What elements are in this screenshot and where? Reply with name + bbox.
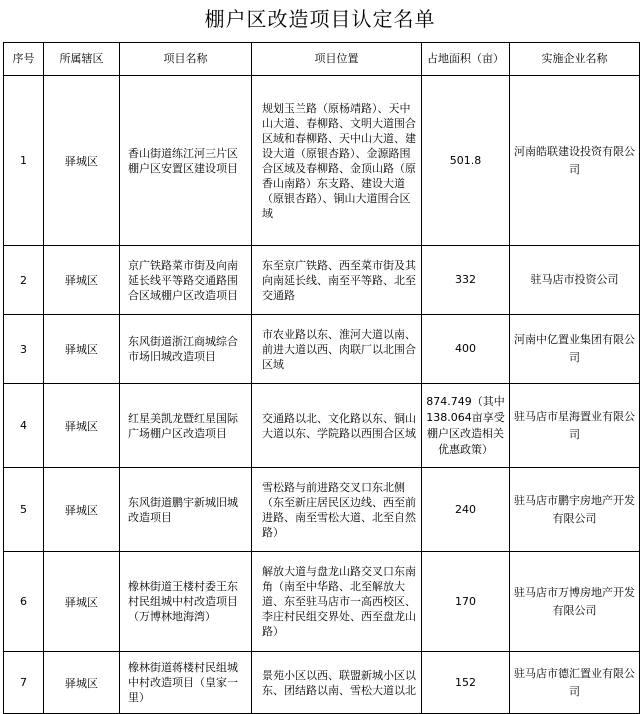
cell-company: 河南中亿置业集团有限公司 bbox=[510, 315, 640, 384]
document-title: 棚户区改造项目认定名单 bbox=[204, 7, 436, 31]
cell-no: 4 bbox=[4, 384, 44, 468]
cell-district: 驿城区 bbox=[44, 384, 120, 468]
cell-location: 雪松路与前进路交叉口东北侧（东至新庄居民区边线、西至前进路、南至雪松大道、北至自然路） bbox=[252, 468, 422, 552]
table-row bbox=[4, 246, 640, 315]
cell-name: 橡林街道蒋楼村民组城中村改造项目（皇家一里） bbox=[120, 652, 252, 714]
cell-name: 东风街道鹏宇新城旧城改造项目 bbox=[120, 468, 252, 552]
header-name: 项目名称 bbox=[120, 43, 252, 76]
cell-company: 驻马店市星海置业有限公司 bbox=[510, 384, 640, 468]
cell-no: 5 bbox=[4, 468, 44, 552]
header-district: 所属辖区 bbox=[44, 43, 120, 76]
cell-name: 红星美凯龙暨红星国际广场棚户区改造项目 bbox=[120, 384, 252, 468]
cell-name: 橡林街道王楼村委王东村民组城中村改造项目（万博林地海湾） bbox=[120, 552, 252, 652]
cell-location: 市农业路以东、淮河大道以南、前进大道以西、肉联厂以北围合区域 bbox=[252, 315, 422, 384]
table-row bbox=[4, 384, 640, 468]
cell-company: 河南皓联建设投资有限公司 bbox=[510, 76, 640, 246]
cell-area: 332 bbox=[422, 246, 510, 315]
project-table bbox=[3, 42, 640, 714]
header-location: 项目位置 bbox=[252, 43, 422, 76]
cell-name: 京广铁路菜市街及向南延长线平等路交通路围合区域棚户区改造项目 bbox=[120, 246, 252, 315]
cell-district: 驿城区 bbox=[44, 552, 120, 652]
table-row bbox=[4, 315, 640, 384]
cell-district: 驿城区 bbox=[44, 652, 120, 714]
cell-area: 170 bbox=[422, 552, 510, 652]
header-no: 序号 bbox=[4, 43, 44, 76]
cell-area: 874.749（其中138.064亩享受棚户区改造相关优惠政策） bbox=[422, 384, 510, 468]
cell-district: 驿城区 bbox=[44, 246, 120, 315]
cell-district: 驿城区 bbox=[44, 315, 120, 384]
table-header-row bbox=[4, 43, 640, 76]
cell-no: 3 bbox=[4, 315, 44, 384]
cell-no: 7 bbox=[4, 652, 44, 714]
cell-company: 驻马店市万博房地产开发有限公司 bbox=[510, 552, 640, 652]
cell-district: 驿城区 bbox=[44, 76, 120, 246]
cell-location: 东至京广铁路、西至菜市街及其向南延长线、南至平等路、北至交通路 bbox=[252, 246, 422, 315]
cell-district: 驿城区 bbox=[44, 468, 120, 552]
cell-name: 香山街道练江河三片区棚户区安置区建设项目 bbox=[120, 76, 252, 246]
cell-area: 501.8 bbox=[422, 76, 510, 246]
cell-area: 152 bbox=[422, 652, 510, 714]
cell-location: 景苑小区以西、联盟新城小区以东、团结路以南、雪松大道以北 bbox=[252, 652, 422, 714]
cell-company: 驻马店市鹏宇房地产开发有限公司 bbox=[510, 468, 640, 552]
table-row bbox=[4, 76, 640, 246]
table-row bbox=[4, 652, 640, 714]
cell-location: 解放大道与盘龙山路交叉口东南角（南至中华路、北至解放大道、东至驻马店市一高西校区、李庄村民组交界处、西至盘龙山路） bbox=[252, 552, 422, 652]
cell-area: 400 bbox=[422, 315, 510, 384]
cell-area: 240 bbox=[422, 468, 510, 552]
cell-company: 驻马店市投资公司 bbox=[510, 246, 640, 315]
table-row bbox=[4, 468, 640, 552]
header-area: 占地面积（亩） bbox=[422, 43, 510, 76]
cell-no: 1 bbox=[4, 76, 44, 246]
cell-no: 2 bbox=[4, 246, 44, 315]
header-company: 实施企业名称 bbox=[510, 43, 640, 76]
cell-name: 东风街道浙江商城综合市场旧城改造项目 bbox=[120, 315, 252, 384]
cell-company: 驻马店市德汇置业有限公司 bbox=[510, 652, 640, 714]
cell-no: 6 bbox=[4, 552, 44, 652]
cell-location: 规划玉兰路（原杨靖路）、天中山大道、春柳路、文明大道围合区域和春柳路、天中山大道、建设大道（原银杏路）、金源路围合区域及春柳路、金顶山路（原香山南路）东支路、建设大道（原银杏路）、铜山大道围合区域 bbox=[252, 76, 422, 246]
cell-location: 交通路以北、文化路以东、铜山大道以东、学院路以西围合区域 bbox=[252, 384, 422, 468]
table-row bbox=[4, 552, 640, 652]
